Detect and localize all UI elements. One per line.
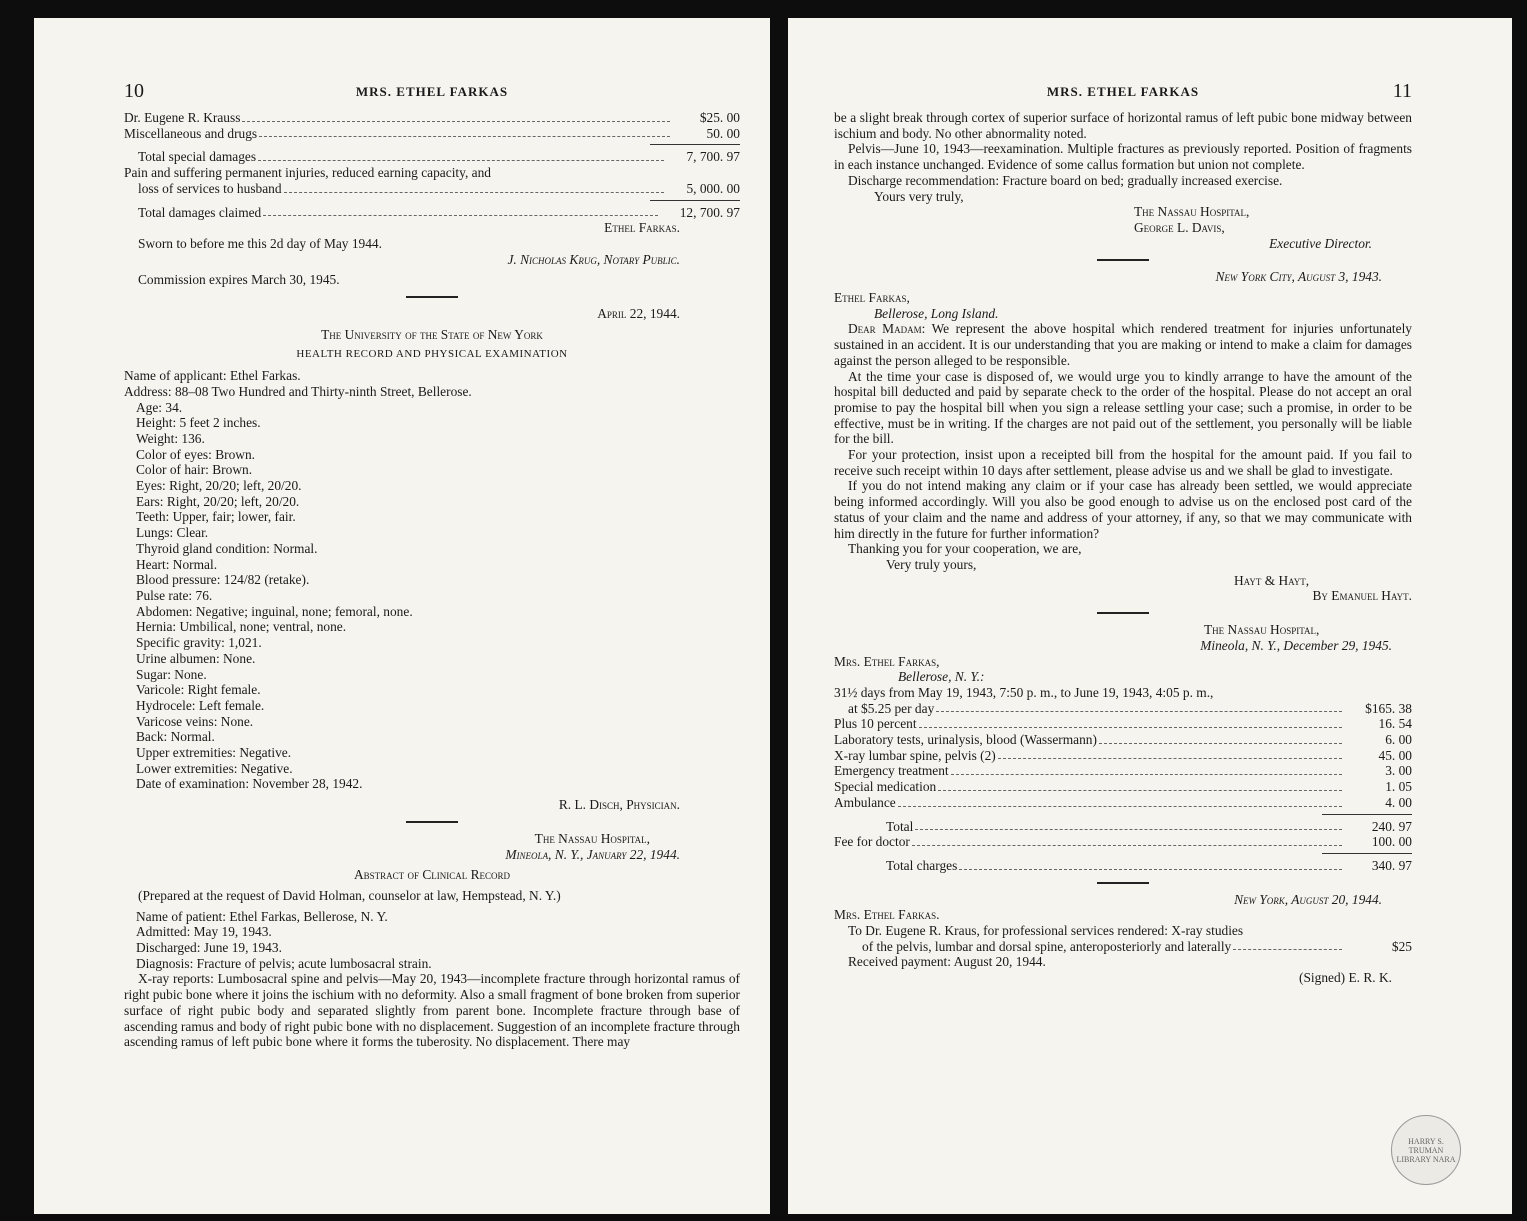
abstract-heading: Abstract of Clinical Record [353, 867, 511, 883]
pelvis-reexam: Pelvis—June 10, 1943—reexamination. Multiple fractures as previously reported. Position of fragments in each instance unchanged. Evidence of some callus formation but union not complete. [834, 141, 1412, 173]
letter-paragraph: For your protection, insist upon a receipted bill from the hospital for the amount paid. If you fail to receive such receipt within 10 days after settlement, please advise us and we shall be glad to investigate. [834, 447, 1412, 478]
exam-list [124, 400, 740, 793]
receipt-line: To Dr. Eugene R. Kraus, for professional services rendered: X-ray studies [848, 923, 1244, 939]
exam-item: Age: 34. [136, 399, 183, 415]
signature-title: Executive Director. [1269, 235, 1372, 251]
clinical-list [124, 909, 740, 972]
exam-item: Hydrocele: Left female. [136, 697, 265, 713]
signer: Ethel Farkas. [604, 220, 680, 236]
divider [406, 821, 458, 823]
closing: Very truly yours, [886, 556, 977, 572]
bill-row: at $5.25 per day $165. 38 [848, 700, 1412, 716]
xray-continued: be a slight break through cortex of superior surface of horizontal ramus of left pubic bone midway between ischium and body. No other abnormality noted. [834, 110, 1412, 141]
hospital-location: Mineola, N. Y., January 22, 1944. [505, 846, 680, 862]
commission: Commission expires March 30, 1945. [138, 272, 340, 288]
date: April 22, 1944. [597, 306, 680, 322]
right-page [788, 18, 1512, 1214]
exam-item: Lungs: Clear. [136, 525, 209, 541]
exam-item: Lower extremities: Negative. [136, 760, 293, 776]
total-special-row: Total special damages 7, 700. 97 [138, 149, 740, 165]
exam-item: Abdomen: Negative; inguinal, none; femoral, none. [136, 603, 413, 619]
letter-paragraph: If you do not intend making any claim or if your case has already been settled, we would appreciate being informed accordingly. Will you also be good enough to advise us on the enclosed post card of the status of your claim and the name and address of your attorney, if any, so that we may communicate with him directly in the future for further information? [834, 478, 1412, 541]
bill-row: X-ray lumbar spine, pelvis (2) 45. 00 [834, 747, 1412, 763]
exam-item: Hernia: Umbilical, none; ventral, none. [136, 619, 347, 635]
exam-item: Height: 5 feet 2 inches. [136, 415, 261, 431]
divider [1097, 259, 1149, 261]
exam-item: Thyroid gland condition: Normal. [136, 540, 318, 556]
exam-item: Varicose veins: None. [136, 713, 254, 729]
running-head: MRS. ETHEL FARKAS [1046, 84, 1200, 99]
signature-name: George L. Davis, [1134, 219, 1225, 235]
bill-row: Laboratory tests, urinalysis, blood (Wassermann) 6. 00 [834, 732, 1412, 748]
exam-item: Heart: Normal. [136, 556, 218, 572]
discharge-recommendation: Discharge recommendation: Fracture board on bed; gradually increased exercise. [848, 172, 1283, 188]
bill-hospital: The Nassau Hospital, [1204, 622, 1320, 638]
yours-very-truly: Yours very truly, [874, 188, 964, 204]
damage-row: Dr. Eugene R. Krauss $25. 00 [124, 110, 740, 125]
clinical-item: Name of patient: Ethel Farkas, Bellerose, N. Y. [136, 908, 388, 924]
bill-row: Special medication 1. 05 [834, 779, 1412, 795]
total-claimed-row: Total damages claimed 12, 700. 97 [138, 204, 740, 220]
received-payment: Received payment: August 20, 1944. [848, 954, 1046, 970]
exam-item: Color of hair: Brown. [136, 462, 253, 478]
hospital-name: The Nassau Hospital, [534, 830, 650, 846]
exam-item: Upper extremities: Negative. [136, 745, 292, 761]
exam-item: Eyes: Right, 20/20; left, 20/20. [136, 478, 302, 494]
bill-days: 31½ days from May 19, 1943, 7:50 p. m., to June 19, 1943, 4:05 p. m., [834, 684, 1214, 700]
health-record-heading: HEALTH RECORD AND PHYSICAL EXAMINATION [296, 348, 568, 361]
exam-item: Ears: Right, 20/20; left, 20/20. [136, 493, 300, 509]
pain-line: Pain and suffering permanent injuries, reduced earning capacity, and [124, 165, 491, 181]
page-number: 10 [124, 80, 144, 102]
sworn-statement: Sworn to before me this 2d day of May 1944. [138, 235, 382, 251]
damage-row: Miscellaneous and drugs 50. 00 [124, 125, 740, 141]
exam-item: Pulse rate: 76. [136, 587, 213, 603]
left-page [34, 18, 770, 1214]
pain-row: loss of services to husband 5, 000. 00 [138, 180, 740, 196]
receipt-row: of the pelvis, lumbar and dorsal spine, anteroposteriorly and laterally $25 [862, 938, 1412, 954]
receipt-date: New York, August 20, 1944. [1234, 891, 1382, 907]
signed: (Signed) E. R. K. [1299, 970, 1392, 986]
letter-date: New York City, August 3, 1943. [1215, 269, 1382, 285]
bill-row: Emergency treatment 3. 00 [834, 763, 1412, 779]
signature-hospital: The Nassau Hospital, [1134, 204, 1250, 220]
divider [406, 296, 458, 298]
letter-paragraph: Thanking you for your cooperation, we are, [848, 541, 1082, 557]
firm-name: Hayt & Hayt, [1234, 572, 1310, 588]
library-stamp: HARRY S. TRUMAN LIBRARY NARA [1391, 1115, 1461, 1185]
prepared-note: (Prepared at the request of David Holman, counselor at law, Hempstead, N. Y.) [138, 887, 561, 903]
exam-item: Back: Normal. [136, 729, 215, 745]
addressee-address: Bellerose, Long Island. [874, 305, 999, 321]
page-header [834, 80, 1412, 110]
bill-to-address: Bellerose, N. Y.: [898, 669, 985, 685]
notary: J. Nicholas Krug, Notary Public. [507, 251, 680, 267]
letter-paragraph: At the time your case is disposed of, we would urge you to kindly arrange to have the amount of the hospital bill deducted and paid by separate check to the order of the hospital. Please do not accept an oral promise to pay the hospital bill when you sign a release settling your case; such a promise, in order to be effective, must be in writing. If the charges are not paid out of the settlement, you personally will be liable for the bill. [834, 368, 1412, 447]
exam-item: Urine albumen: None. [136, 650, 256, 666]
bill-row: Ambulance 4. 00 [834, 794, 1412, 810]
university-heading: The University of the State of New York [321, 326, 543, 342]
bill-location: Mineola, N. Y., December 29, 1945. [1200, 637, 1392, 653]
exam-item: Color of eyes: Brown. [136, 446, 256, 462]
exam-item: Date of examination: November 28, 1942. [136, 776, 363, 792]
address: Address: 88–08 Two Hundred and Thirty-ninth Street, Bellerose. [124, 383, 472, 399]
receipt-recipient: Mrs. Ethel Farkas. [834, 907, 940, 923]
divider [1097, 612, 1149, 614]
applicant: Name of applicant: Ethel Farkas. [124, 368, 301, 384]
page-number: 11 [1392, 80, 1412, 102]
xray-report: X-ray reports: Lumbosacral spine and pelvis—May 20, 1943—incomplete fracture through horizontal ramus of right pubic bone where it joins the ischium with no deformity. Also a small fragment of bone broken from superior surface of right pubic body and separated slightly from parent bone. Incomplete fracture through base of ascending ramus and body of right pubic bone with no displacement. Suggestion of an incomplete fracture through ascending ramus of left pubic bone where it forms the tuberosity. No displacement. There may [124, 971, 740, 1050]
clinical-item: Admitted: May 19, 1943. [136, 924, 272, 940]
physician: R. L. Disch, Physician. [558, 797, 680, 813]
exam-item: Blood pressure: 124/82 (retake). [136, 572, 310, 588]
bill-total-row: Total 240. 97 [886, 818, 1412, 834]
exam-item: Sugar: None. [136, 666, 207, 682]
addressee-name: Ethel Farkas, [834, 290, 910, 306]
clinical-item: Discharged: June 19, 1943. [136, 940, 282, 956]
exam-item: Specific gravity: 1,021. [136, 635, 262, 651]
exam-item: Weight: 136. [136, 430, 205, 446]
exam-item: Teeth: Upper, fair; lower, fair. [136, 509, 296, 525]
divider [1097, 882, 1149, 884]
letter-paragraph: Dear Madam: We represent the above hospital which rendered treatment for injuries unfortunately sustained in an accident. It is our understanding that you are making or intend to make a claim for damages against the person alleged to be responsible. [834, 321, 1412, 368]
clinical-item: Diagnosis: Fracture of pelvis; acute lumbosacral strain. [136, 955, 432, 971]
firm-signer: By Emanuel Hayt. [1312, 588, 1412, 604]
running-head: MRS. ETHEL FARKAS [355, 84, 509, 99]
bill-fee-row: Fee for doctor 100. 00 [834, 834, 1412, 850]
exam-item: Varicole: Right female. [136, 682, 261, 698]
bill-to-name: Mrs. Ethel Farkas, [834, 653, 940, 669]
page-header [124, 80, 740, 110]
bill-total-charges-row: Total charges 340. 97 [886, 857, 1412, 873]
bill-row: Plus 10 percent 16. 54 [834, 716, 1412, 732]
